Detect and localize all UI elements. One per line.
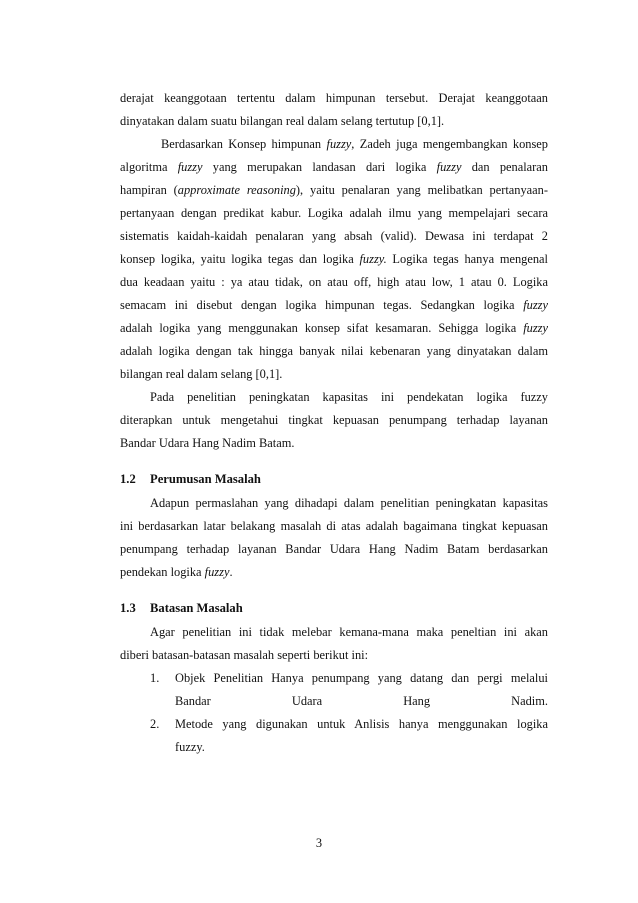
body-text-line: dua keadaan yaitu : ya atau tidak, on atau off, high atau low, 1 atau 0. Logika [120,275,548,289]
body-text-line: algoritma fuzzy yang merupakan landasan dari logika fuzzy dan penalaran [120,160,548,174]
body-text-line: pendekan logika fuzzy. [120,565,233,579]
body-text-line: Bandar Udara Hang Nadim Batam. [120,436,295,450]
section-heading: 1.2 Perumusan Masalah [120,472,261,486]
body-text-line: pertanyaan dengan predikat kabur. Logika adalah ilmu yang mempelajari secara [120,206,548,220]
body-text-line: bilangan real dalam selang [0,1]. [120,367,283,381]
list-item-text: fuzzy. [175,740,205,754]
body-text-line: Agar penelitian ini tidak melebar kemana-mana maka peneltian ini akan [150,625,548,639]
body-text-line: diterapkan untuk mengetahui tingkat kepuasan penumpang terhadap layanan [120,413,548,427]
body-text-line: Adapun permaslahan yang dihadapi dalam penelitian peningkatan kapasitas [150,496,548,510]
body-text-line: dinyatakan dalam suatu bilangan real dalam selang tertutup [0,1]. [120,114,445,128]
body-text-line: adalah logika yang menggunakan konsep sifat kesamaran. Sehigga logika fuzzy [120,321,548,335]
list-item-number: 1. [150,671,160,685]
body-text-line: adalah logika dengan tak hingga banyak nilai kebenaran yang dinyatakan dalam [120,344,548,358]
body-text-line: diberi batasan-batasan masalah seperti berikut ini: [120,648,369,662]
body-text-line: hampiran (approximate reasoning), yaitu penalaran yang melibatkan pertanyaan- [120,183,548,197]
body-text-line: derajat keanggotaan tertentu dalam himpunan tersebut. Derajat keanggotaan [120,91,548,105]
body-text-line: konsep logika, yaitu logika tegas dan logika fuzzy. Logika tegas hanya mengenal [120,252,548,266]
body-text-line: penumpang terhadap layanan Bandar Udara Hang Nadim Batam berdasarkan [120,542,548,556]
list-item-number: 2. [150,717,160,731]
body-text-line: sistematis kaidah-kaidah penalaran yang absah (valid). Dewasa ini terdapat 2 [120,229,548,243]
section-heading: 1.3 Batasan Masalah [120,601,243,615]
body-text-line: semacam ini disebut dengan logika himpunan tegas. Sedangkan logika fuzzy [120,298,548,312]
list-item-text: Metode yang digunakan untuk Anlisis hanya menggunakan logika [175,717,548,731]
body-text-line: Pada penelitian peningkatan kapasitas ini pendekatan logika fuzzy [150,390,548,404]
list-item-text: Bandar Udara Hang Nadim. [175,694,548,708]
list-item-text: Objek Penelitian Hanya penumpang yang datang dan pergi melalui [175,671,548,685]
body-text-line: Berdasarkan Konsep himpunan fuzzy, Zadeh juga mengembangkan konsep [161,137,548,151]
page-number: 3 [315,836,323,850]
body-text-line: ini berdasarkan latar belakang masalah di atas adalah bagaimana tingkat kepuasan [120,519,548,533]
